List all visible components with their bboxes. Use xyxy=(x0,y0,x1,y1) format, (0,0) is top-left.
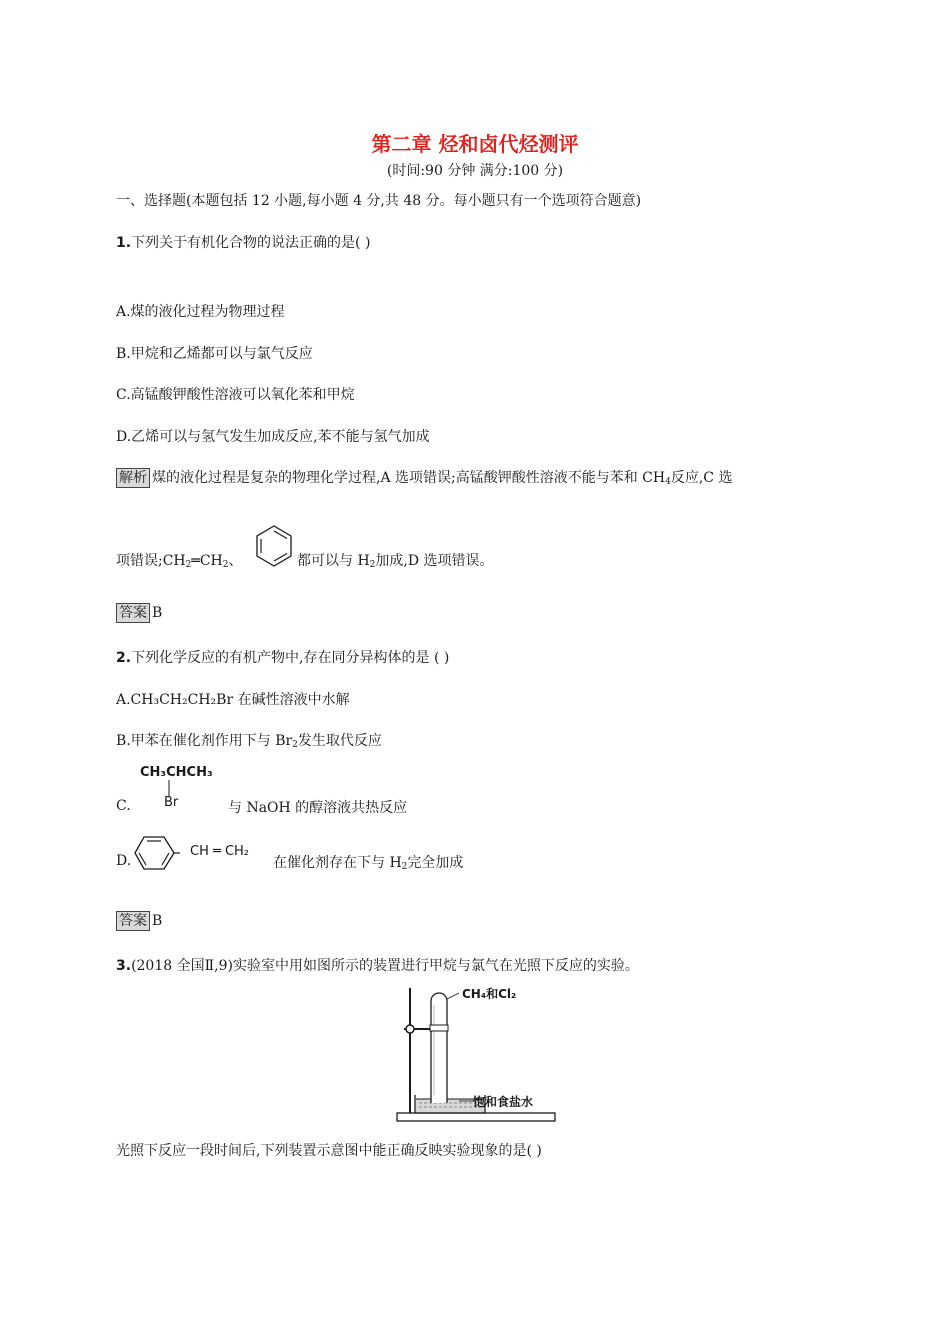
q1-option-a: A.煤的液化过程为物理过程 xyxy=(116,304,285,320)
q1-option-d: D.乙烯可以与氢气发生加成反应,苯不能与氢气加成 xyxy=(116,429,430,445)
page-title: 第二章 烃和卤代烃测评 xyxy=(371,132,579,156)
q1-option-b: B.甲烷和乙烯都可以与氯气反应 xyxy=(116,346,313,362)
q2-option-d-text: 在催化剂存在下与 $H_2$完全加成 xyxy=(273,855,464,872)
answer-tag: 答案 xyxy=(116,603,150,623)
q2-option-c-formula: CH₃CHCH₃ xyxy=(140,765,213,780)
q2-option-c-br: Br xyxy=(164,795,179,810)
question-2-stem: 2.下列化学反应的有机产物中,存在同分异构体的是 ( ) xyxy=(116,650,450,666)
benzene-ring-icon xyxy=(134,833,180,873)
q2-option-a: A.CH₃CH₂CH₂Br 在碱性溶液中水解 xyxy=(116,692,350,708)
q1-answer: 答案 B xyxy=(116,603,162,623)
q2-answer: 答案 B xyxy=(116,911,162,931)
q2-option-c-label: C. xyxy=(116,798,131,814)
question-3-stem2: 光照下反应一段时间后,下列装置示意图中能正确反映实验现象的是( ) xyxy=(116,1143,542,1159)
water-label: 饱和食盐水 xyxy=(473,1095,534,1109)
section-heading: 一、选择题(本题包括 12 小题,每小题 4 分,共 48 分。每小题只有一个选项符合题意) xyxy=(116,193,642,209)
question-3-stem: 3.(2018 全国Ⅱ,9)实验室中用如图所示的装置进行甲烷与氯气在光照下反应的实验。 xyxy=(116,958,639,974)
benzene-ring-icon xyxy=(254,524,294,568)
q2-option-d-label: D. xyxy=(116,853,132,869)
gas-label: CH₄和Cl₂ xyxy=(462,987,517,1001)
question-number: 2. xyxy=(116,650,132,666)
question-1-stem: 1.下列关于有机化合物的说法正确的是( ) xyxy=(116,235,371,251)
analysis-tag: 解析 xyxy=(116,468,150,488)
answer-tag: 答案 xyxy=(116,911,150,931)
q1-analysis-line2-part1: 项错误$;CH_2═CH_2$、 xyxy=(116,553,243,570)
q2-option-c-text: 与 NaOH 的醇溶液共热反应 xyxy=(228,800,408,816)
q1-analysis-line2-part2: 都可以与 $H_2$加成,D 选项错误。 xyxy=(297,553,494,570)
question-number: 1. xyxy=(116,235,132,251)
page-subtitle: (时间:90 分钟 满分:100 分) xyxy=(386,163,564,179)
q2-option-d-formula: CH ═ CH₂ xyxy=(190,844,250,859)
q1-analysis-line1: 解析 煤的液化过程是复杂的物理化学过程,A 选项错误;高锰酸钾酸性溶液不能与苯和 $CH_4$反应,C 选 xyxy=(116,467,732,488)
question-number: 3. xyxy=(116,958,132,974)
q2-option-b: B.甲苯在催化剂作用下与 $Br_2$发生取代反应 xyxy=(116,733,382,750)
q1-option-c: C.高锰酸钾酸性溶液可以氧化苯和甲烷 xyxy=(116,387,355,403)
bond-line-icon xyxy=(166,780,172,796)
